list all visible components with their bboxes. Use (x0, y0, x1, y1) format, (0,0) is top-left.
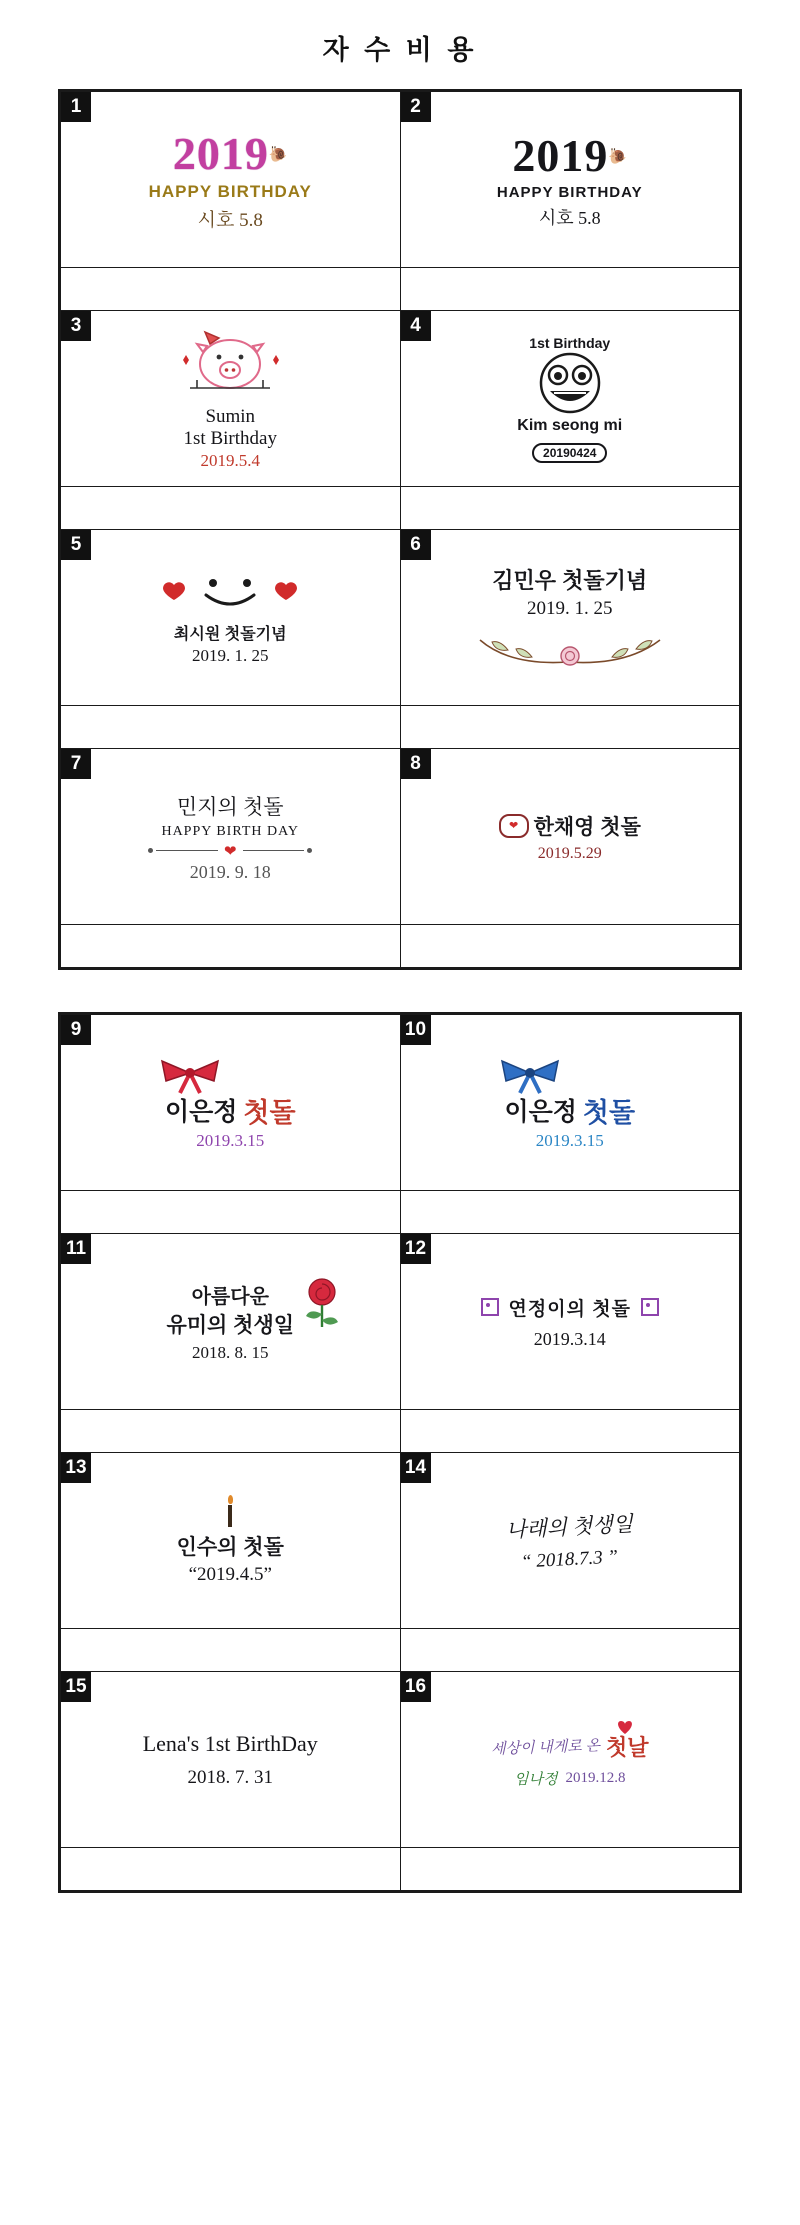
sample-name: 이은정 (504, 1098, 577, 1126)
sample-table-two (60, 1014, 740, 1891)
sample-line1: 나래의 첫생일 (505, 1511, 634, 1542)
sample-cell-1[interactable] (61, 92, 401, 268)
heart-speech-bubble-icon: ❤ (499, 814, 529, 838)
sample-artwork-10 (401, 1015, 740, 1190)
sample-line1: 김민우 첫돌기념 (492, 567, 648, 593)
sample-artwork-8 (401, 749, 740, 924)
sample-number: 14 (401, 1453, 431, 1483)
spacer-cell (61, 268, 401, 311)
sample-line3: 2019.5.4 (200, 451, 260, 470)
sample-line3: 시호 5.8 (538, 208, 601, 228)
table-row (61, 1410, 740, 1453)
sample-line3: 20190424 (532, 443, 607, 463)
sample-cell-15[interactable] (61, 1672, 401, 1848)
sample-artwork-14 (401, 1453, 740, 1628)
table-row (61, 1453, 740, 1629)
sample-number: 6 (401, 530, 431, 560)
page-title: 자 수 비 용 (322, 35, 478, 65)
sample-line1: 인수의 첫돌 (176, 1536, 284, 1559)
sample-line2: Kim seong mi (517, 416, 623, 434)
sample-artwork-15 (61, 1672, 400, 1847)
sample-number: 15 (61, 1672, 91, 1702)
table-row (61, 925, 740, 968)
table-row (61, 1629, 740, 1672)
sample-line2: 2019. 1. 25 (527, 597, 613, 619)
table-row (61, 92, 740, 268)
sample-table-one (60, 91, 740, 968)
table-row (61, 1848, 740, 1891)
sample-cell-7[interactable] (61, 749, 401, 925)
sample-line3: 2018. 8. 15 (192, 1343, 269, 1362)
sample-word: 첫돌 (582, 1097, 636, 1128)
spacer-cell (400, 1629, 740, 1672)
snail-icon: 🐌 (608, 147, 628, 165)
red-ribbon-icon (150, 1055, 230, 1095)
table-row (61, 1672, 740, 1848)
sample-block-one (58, 89, 742, 970)
sample-cell-11[interactable] (61, 1234, 401, 1410)
sample-number: 12 (401, 1234, 431, 1264)
sample-number: 8 (401, 749, 431, 779)
sample-number: 9 (61, 1015, 91, 1045)
sample-year-text: 2019 (512, 130, 609, 181)
sample-artwork-13 (61, 1453, 400, 1628)
sample-line3: 2019. 9. 18 (189, 861, 271, 882)
sample-artwork-6 (401, 530, 740, 705)
sample-number: 16 (401, 1672, 431, 1702)
sample-line1: 아름다운 (191, 1286, 269, 1308)
sample-number: 7 (61, 749, 91, 779)
sample-date: 2019.3.15 (196, 1130, 265, 1150)
sample-cell-16[interactable] (400, 1672, 740, 1848)
table-row (61, 1234, 740, 1410)
sample-number: 1 (61, 92, 91, 122)
sample-number: 2 (401, 92, 431, 122)
table-row (61, 487, 740, 530)
sample-line2: HAPPY BIRTHDAY (148, 182, 312, 201)
sample-line1: Sumin (205, 406, 256, 427)
sample-cell-3[interactable] (61, 311, 401, 487)
candle-icon (228, 1495, 233, 1527)
spacer-cell (400, 1191, 740, 1234)
sample-artwork-11 (61, 1234, 400, 1409)
spacer-cell (61, 1629, 401, 1672)
sample-line2: HAPPY BIRTH DAY (161, 823, 300, 839)
sample-line2: 2019.3.14 (533, 1328, 606, 1349)
sample-artwork-4 (401, 311, 740, 486)
sample-line2: 1st Birthday (183, 428, 277, 449)
sample-line2: “2019.4.5” (188, 1564, 272, 1585)
table-row (61, 706, 740, 749)
sample-artwork-3 (61, 311, 400, 486)
spacer-cell (61, 487, 401, 530)
sample-artwork-9 (61, 1015, 400, 1190)
sample-cell-4[interactable] (400, 311, 740, 487)
sample-word: 첫돌 (243, 1097, 296, 1128)
sample-cell-14[interactable] (400, 1453, 740, 1629)
sample-line2: 2019. 1. 25 (192, 646, 269, 665)
sample-artwork-12 (401, 1234, 740, 1409)
sample-cell-9[interactable] (61, 1015, 401, 1191)
table-row (61, 268, 740, 311)
table-row (61, 1015, 740, 1191)
purple-square-ornament-icon (481, 1298, 499, 1316)
spacer-cell (400, 1410, 740, 1453)
rose-vine-icon (470, 630, 670, 672)
sample-cell-10[interactable] (400, 1015, 740, 1191)
spacer-cell (61, 1410, 401, 1453)
sample-artwork-16 (401, 1672, 740, 1847)
sample-line1: 한채영 첫돌 (533, 815, 641, 839)
sample-artwork-2 (401, 92, 740, 267)
sample-number: 13 (61, 1453, 91, 1483)
smile-hearts-icon (150, 569, 310, 615)
sample-cell-13[interactable] (61, 1453, 401, 1629)
sample-line2: 2019.5.29 (537, 844, 602, 862)
sample-date: 2019.3.15 (535, 1130, 604, 1150)
spacer-cell (61, 925, 401, 968)
sample-number: 4 (401, 311, 431, 341)
spacer-cell (400, 1848, 740, 1891)
sample-line2: 임나정 (514, 1771, 558, 1788)
pig-face-icon (155, 326, 305, 404)
sample-word: 첫날 (605, 1734, 649, 1760)
spacer-cell (400, 706, 740, 749)
snail-icon: 🐌 (268, 145, 288, 163)
red-heart-icon (614, 1719, 636, 1735)
table-row (61, 530, 740, 706)
sample-number: 11 (61, 1234, 91, 1264)
sample-block-two (58, 1012, 742, 1893)
sample-number: 3 (61, 311, 91, 341)
table-row (61, 1191, 740, 1234)
sample-line1: 1st Birthday (529, 334, 611, 351)
sample-line1: 연정이의 첫돌 (508, 1298, 631, 1320)
sample-line2: 유미의 첫생일 (166, 1314, 295, 1337)
rose-icon (300, 1276, 344, 1332)
spacer-cell (61, 706, 401, 749)
sample-line1: 민지의 첫돌 (176, 794, 284, 819)
spacer-cell (61, 1191, 401, 1234)
sample-line1: Lena's 1st BirthDay (142, 1730, 318, 1756)
spacer-cell (400, 925, 740, 968)
blue-ribbon-icon (490, 1055, 570, 1095)
sample-line3: 시호 5.8 (197, 210, 263, 231)
spacer-cell (400, 268, 740, 311)
sample-artwork-7 (61, 749, 400, 924)
sample-cell-6[interactable] (400, 530, 740, 706)
sample-number: 10 (401, 1015, 431, 1045)
sample-date: 2019.12.8 (565, 1769, 626, 1786)
sample-line2: “ 2018.7.3 ” (520, 1545, 619, 1573)
sample-year-text: 2019 (172, 128, 269, 179)
sample-name: 이은정 (164, 1098, 238, 1126)
sample-cell-8[interactable] (400, 749, 740, 925)
purple-square-ornament-icon (641, 1298, 659, 1316)
sample-cell-12[interactable] (400, 1234, 740, 1410)
sample-line1: 최시원 첫돌기념 (173, 626, 287, 643)
table-row (61, 749, 740, 925)
sample-cell-2[interactable] (400, 92, 740, 268)
sample-line1: 세상이 내게로 온 (490, 1737, 601, 1758)
sample-cell-5[interactable] (61, 530, 401, 706)
spacer-cell (61, 1848, 401, 1891)
smiley-face-icon (524, 351, 616, 415)
sample-artwork-1 (61, 92, 400, 267)
sample-number: 5 (61, 530, 91, 560)
spacer-cell (400, 487, 740, 530)
sample-artwork-5 (61, 530, 400, 705)
table-row (61, 311, 740, 487)
sample-line2: HAPPY BIRTHDAY (496, 184, 643, 201)
heart-divider-icon: ❤ (145, 842, 315, 860)
sample-line2: 2018. 7. 31 (187, 1766, 273, 1788)
